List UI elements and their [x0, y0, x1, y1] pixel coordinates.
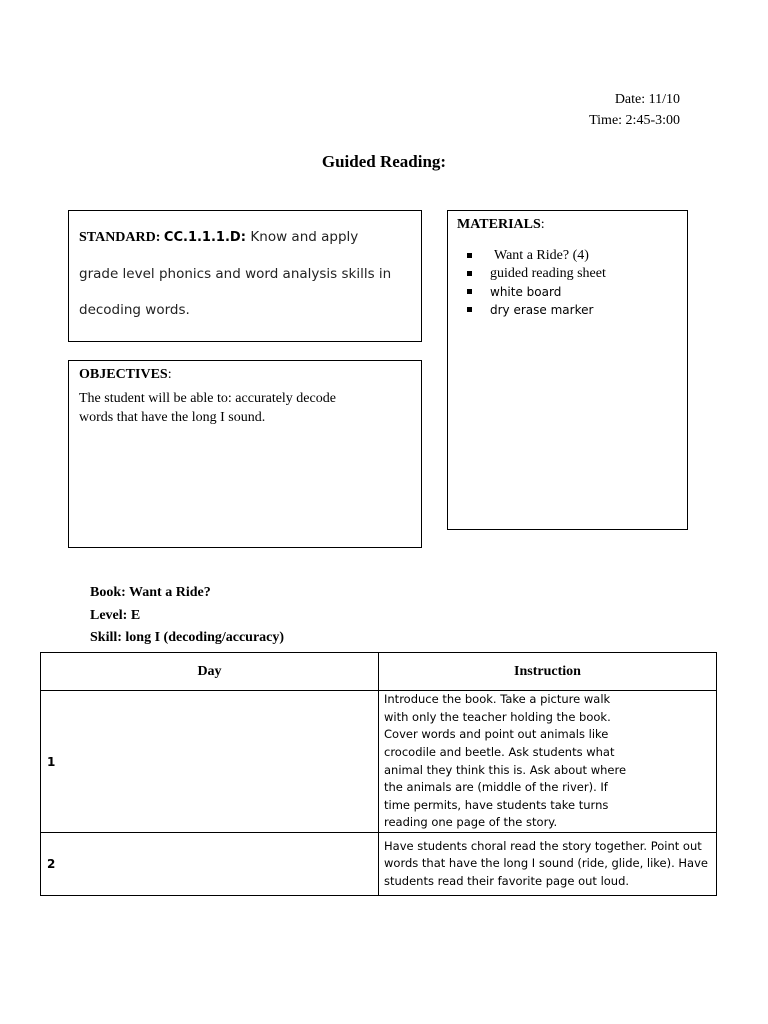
objectives-label: OBJECTIVES [79, 367, 168, 382]
instruction-line: time permits, have students take turns [384, 797, 609, 812]
materials-item: guided reading sheet [467, 265, 678, 283]
instruction-line: crocodile and beetle. Ask students what [384, 744, 615, 759]
table-row [41, 833, 717, 896]
objectives-line-1: The student will be able to: accurately decode [79, 391, 336, 406]
materials-item: Want a Ride? (4) [467, 247, 678, 265]
instruction-line: words that have the long I sound (ride, glide, like). Have [384, 856, 708, 871]
materials-box: MATERIALS: Want a Ride? (4) guided reading sheet white board dry erase marker [447, 210, 688, 530]
day-cell: 1 [41, 691, 379, 833]
book-title: Book: Want a Ride? [90, 585, 211, 600]
instruction-line: animal they think this is. Ask about where [384, 762, 627, 777]
materials-list [467, 247, 678, 319]
instruction-line: Have students choral read the story together. Point out [384, 838, 702, 853]
table-row [41, 691, 717, 833]
book-skill: Skill: long I (decoding/accuracy) [90, 630, 285, 645]
instruction-line: students read their favorite page out loud. [384, 873, 630, 888]
standard-line-1: STANDARD: CC.1.1.1.D: Know and apply [79, 229, 359, 245]
materials-item: white board [467, 283, 678, 301]
page-title: Guided Reading: [321, 152, 447, 171]
instruction-line: the animals are (middle of the river). If [384, 780, 608, 795]
book-level: Level: E [90, 608, 141, 623]
instruction-line: reading one page of the story. [384, 815, 558, 830]
instruction-cell [379, 833, 717, 896]
objectives-body [79, 389, 411, 427]
objectives-box: OBJECTIVES: The student will be able to: accurately decode words that have the long I sound. [68, 360, 422, 548]
standard-text-2: grade level phonics and word analysis skills in [79, 266, 392, 282]
standard-box [68, 210, 422, 342]
day-cell: 2 [41, 833, 379, 896]
instruction-line: Cover words and point out animals like [384, 727, 609, 742]
instruction-line: with only the teacher holding the book. [384, 709, 611, 724]
day-header: Day [41, 653, 379, 691]
instruction-line: Introduce the book. Take a picture walk [384, 692, 611, 707]
instruction-header: Instruction [379, 653, 717, 691]
standard-text-1: Know and apply [250, 229, 359, 245]
standard-text-3: decoding words. [79, 302, 190, 318]
instruction-cell [379, 691, 717, 833]
date-text: Date: 11/10 [614, 92, 680, 107]
materials-item: dry erase marker [467, 301, 678, 319]
time-text: Time: 2:45-3:00 [589, 113, 680, 128]
table-header-row [41, 653, 717, 691]
materials-label: MATERIALS [457, 217, 541, 232]
standard-code: CC.1.1.1.D [163, 230, 241, 245]
instruction-table [40, 652, 717, 896]
standard-label: STANDARD [79, 230, 156, 245]
objectives-line-2: words that have the long I sound. [79, 410, 266, 425]
